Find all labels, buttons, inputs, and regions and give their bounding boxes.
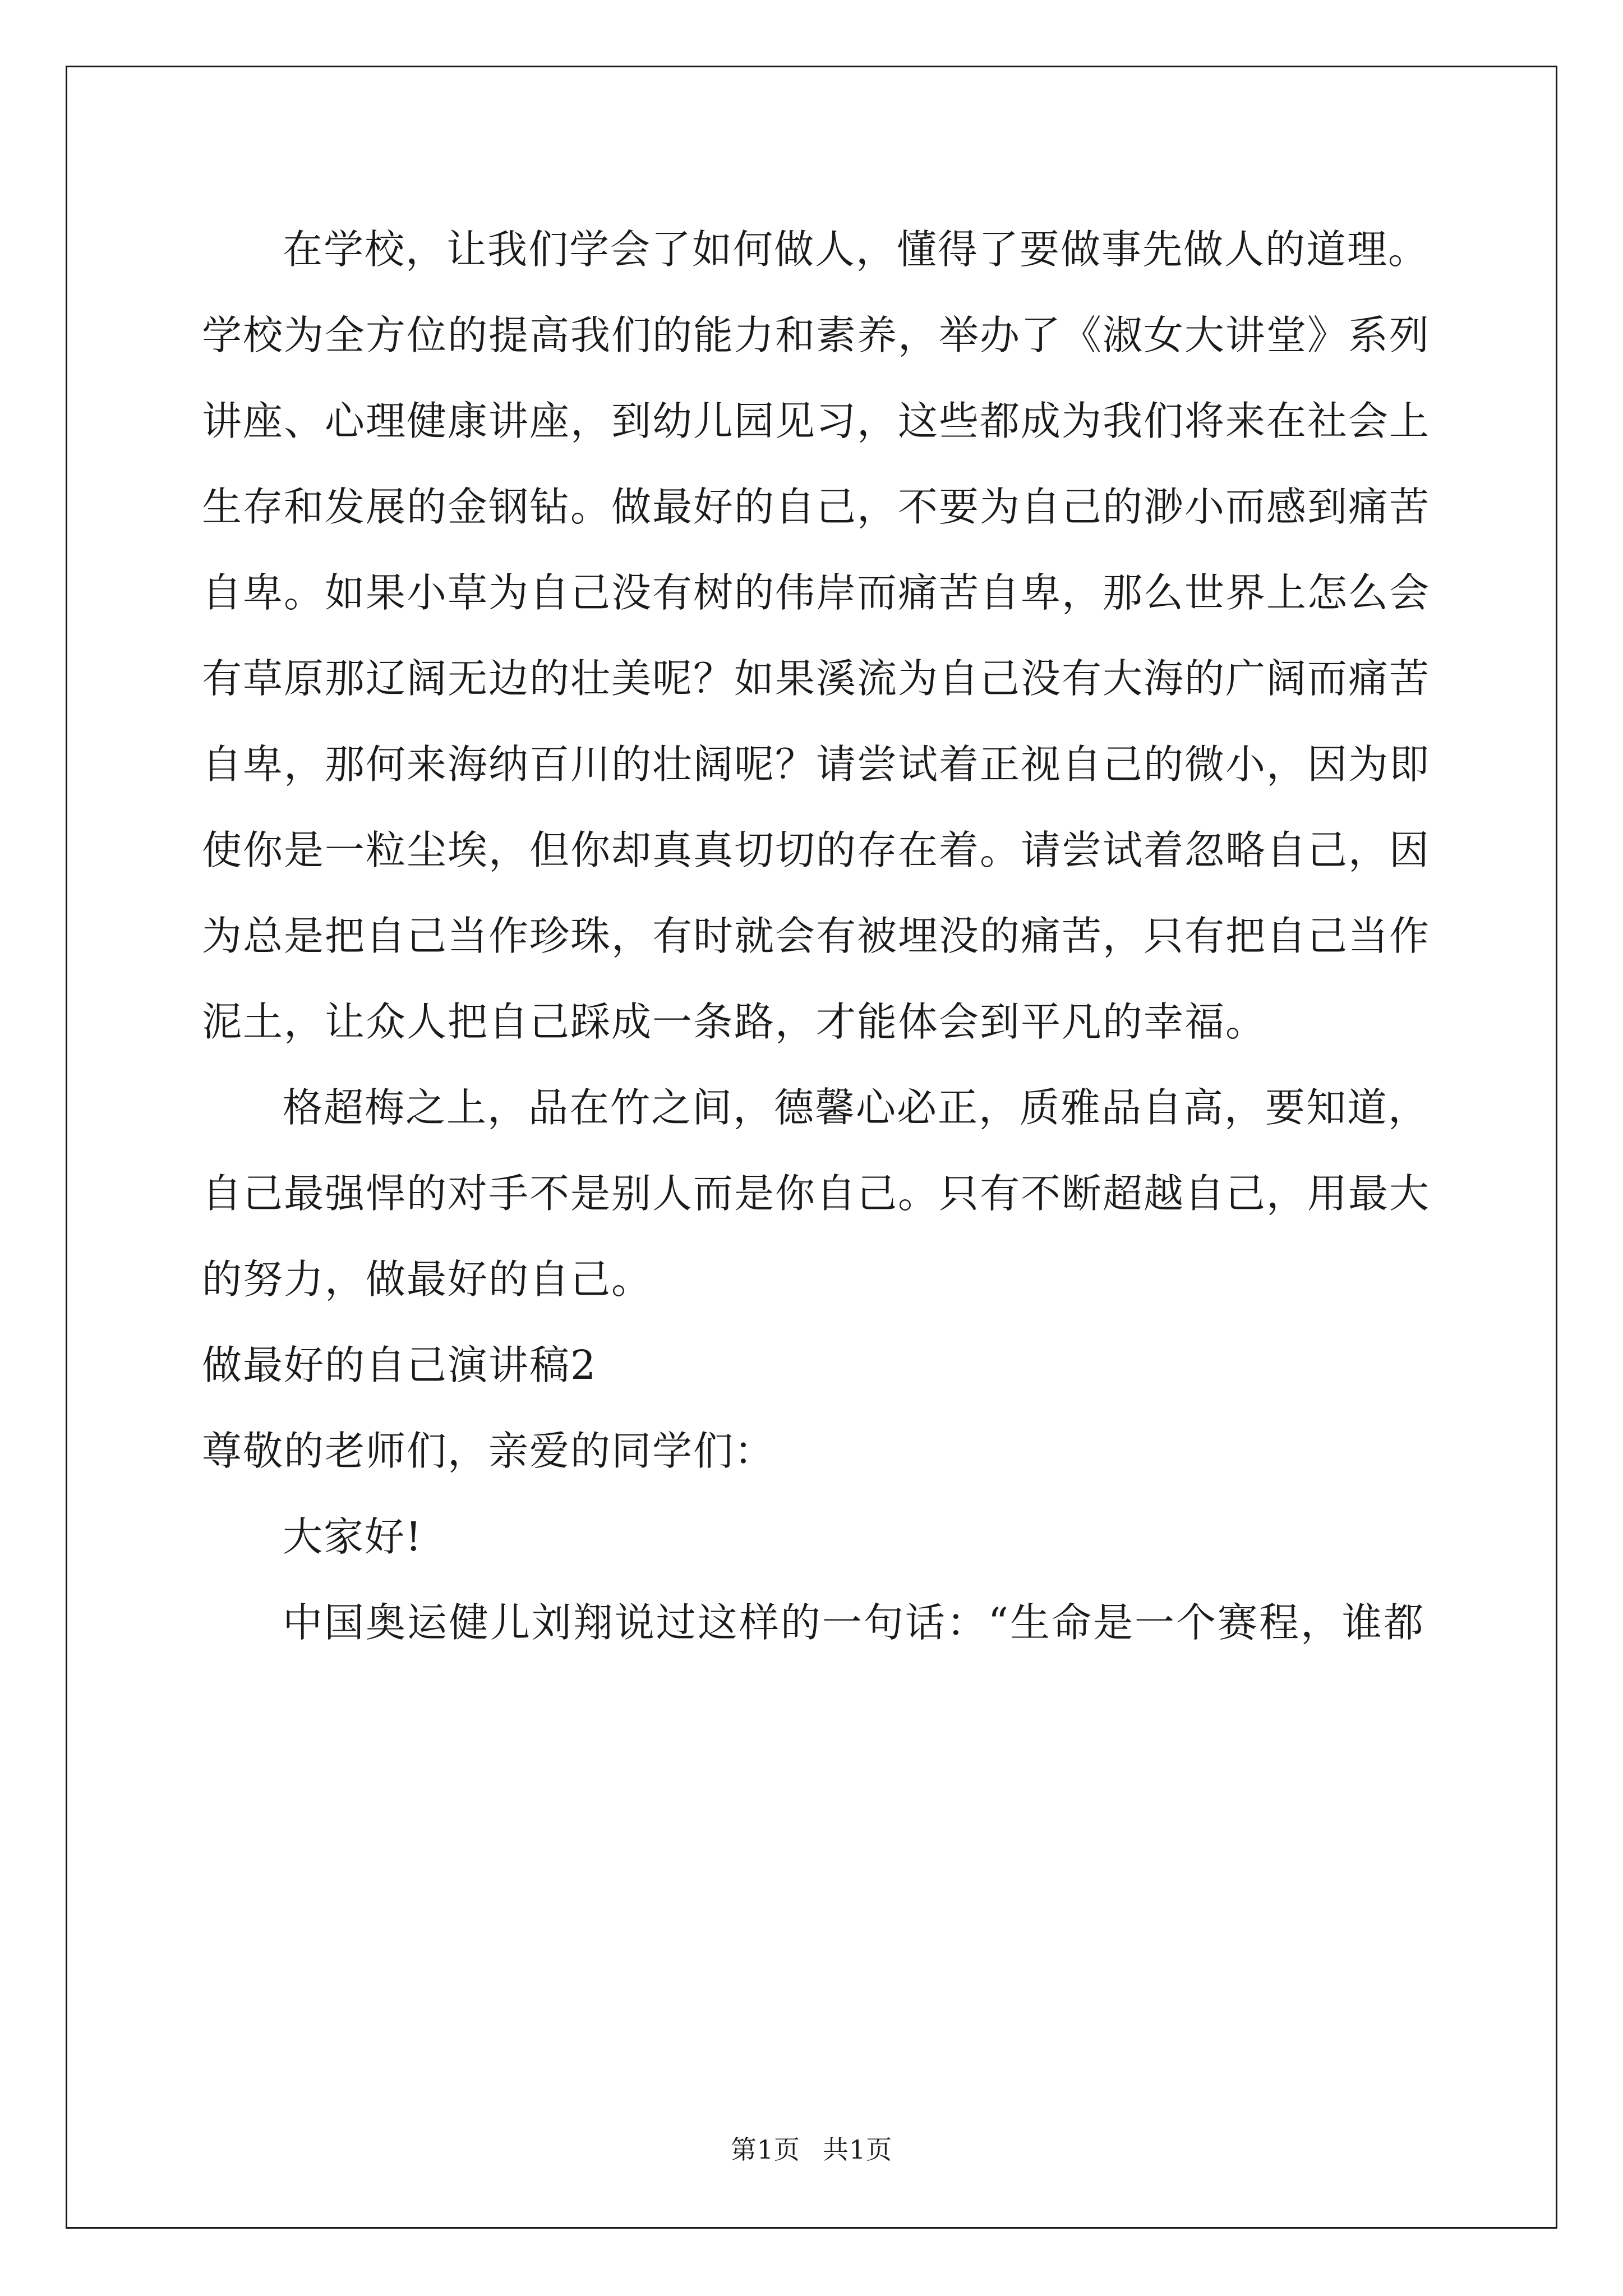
page-number-current: 第1页 (730, 2134, 800, 2165)
text-line: 有草原那辽阔无边的壮美呢？如果溪流为自己没有大海的广阔而痛苦 (202, 655, 1431, 702)
document-body (202, 219, 1431, 1678)
text-line: 生存和发展的金钢钻。做最好的自己，不要为自己的渺小而感到痛苦 (202, 484, 1431, 530)
greeting: 大家好! (283, 1513, 423, 1560)
text-line: 使你是一粒尘埃，但你却真真切切的存在着。请尝试着忽略自己，因 (202, 827, 1431, 873)
text-line: 讲座、心理健康讲座，到幼儿园见习，这些都成为我们将来在社会上 (202, 398, 1431, 444)
text-line: 自己最强悍的对手不是别人而是你自己。只有不断超越自己，用最大 (202, 1170, 1431, 1217)
text-line: 为总是把自己当作珍珠，有时就会有被埋没的痛苦，只有把自己当作 (202, 913, 1431, 959)
text-line: 泥土，让众人把自己踩成一条路，才能体会到平凡的幸福。 (202, 999, 1267, 1045)
text-line: 自卑，那何来海纳百川的壮阔呢？请尝试着正视自己的微小，因为即 (202, 741, 1431, 788)
page-number-total: 共1页 (823, 2134, 893, 2165)
text-line: 学校为全方位的提高我们的能力和素养，举办了《淑女大讲堂》系列 (202, 312, 1431, 358)
text-line: 在学校，让我们学会了如何做人，懂得了要做事先做人的道理。 (283, 226, 1430, 273)
text-line: 的努力，做最好的自己。 (202, 1256, 653, 1303)
text-line: 自卑。如果小草为自己没有树的伟岸而痛苦自卑，那么世界上怎么会 (202, 569, 1431, 616)
text-line: 中国奥运健儿刘翔说过这样的一句话：“生命是一个赛程，谁都 (283, 1599, 1424, 1646)
page-footer (0, 2133, 1623, 2166)
salutation: 尊敬的老师们，亲爱的同学们： (202, 1428, 776, 1474)
section-heading: 做最好的自己演讲稿2 (202, 1342, 597, 1388)
text-line: 格超梅之上，品在竹之间，德馨心必正，质雅品自高，要知道， (283, 1084, 1430, 1131)
